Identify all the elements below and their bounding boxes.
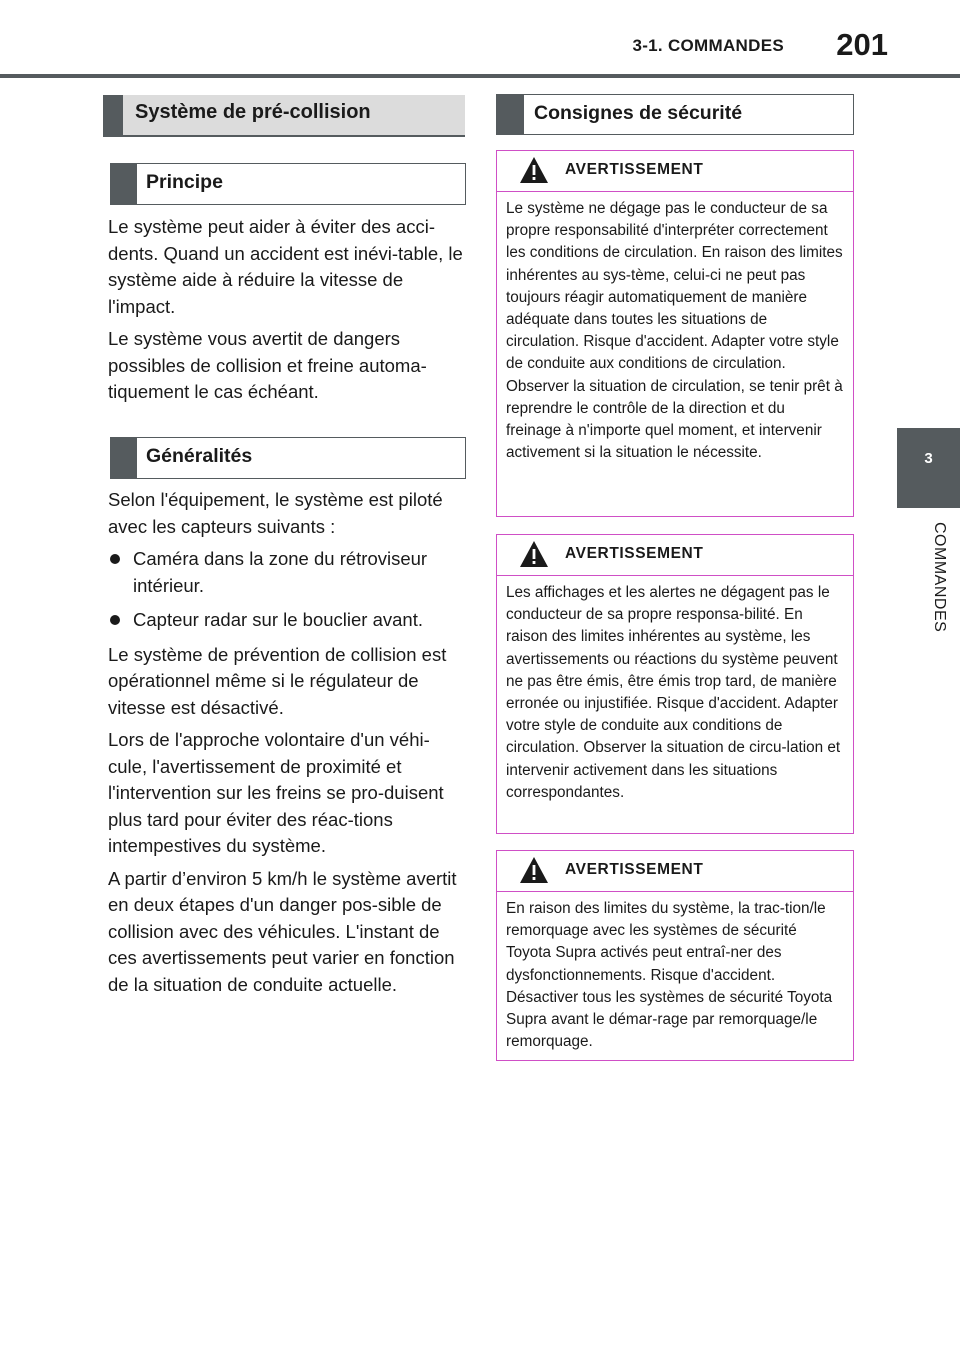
warning-box-3: [496, 850, 854, 1061]
warning-text: Le système ne dégage pas le conducteur de sa propre responsabilité d'interpréter correctement les conditions de circulation. En raison des limites inhérentes au sys-tème, celui-ci ne peut pas toujours réagir automatiquement de manière adéquate dans toutes les situations de circulation. Risque d'accident. Adapter votre style de conduite aux conditions de circulation. Observer la situation de circulation, se tenir prêt à reprendre le contrôle de la direction et du freinage à n'importe quel moment, et intervenir activement si la situation le nécessite.: [506, 200, 843, 462]
warning-title: AVERTISSEMENT: [565, 545, 704, 562]
principe-paragraph-1: Le système peut aider à éviter des acci-dents. Quand un accident est inévi-table, le système aide à réduire la vitesse de l'impact.: [108, 216, 463, 317]
left-column-text: [108, 214, 468, 412]
page-number: 201: [836, 27, 888, 62]
header-section-title: 3-1. COMMANDES: [632, 36, 784, 55]
chapter-tab-label: COMMANDES: [931, 522, 948, 633]
warning-triangle-icon: [519, 540, 549, 568]
warning-text: Les affichages et les alertes ne dégagent pas le conducteur de sa propre responsa-bilité. En raison des limites inhérentes au système, les avertissements ou réactions du système peuvent ne pas être émis, être émis trop tard, de manière erronée ou injustifiée. Risque d'accident. Adapter votre style de conduite aux conditions de circulation. Observer la situation de circu-lation et intervenir activement dans les situations correspondantes.: [506, 584, 841, 801]
warning-header: [497, 851, 853, 892]
warning-title: AVERTISSEMENT: [565, 161, 704, 178]
chapter-tab-number: 3: [924, 450, 933, 467]
main-section-heading-text: Système de pré-collision: [135, 101, 371, 123]
list-item: Capteur radar sur le bouclier avant.: [108, 607, 468, 634]
generalites-text: [108, 487, 468, 1004]
safety-heading: [496, 94, 854, 135]
header-rule: [0, 74, 960, 78]
warning-header: [497, 535, 853, 576]
generalites-heading-text: Généralités: [146, 445, 253, 467]
principe-heading-text: Principe: [146, 171, 223, 193]
sensor-list: [108, 546, 468, 634]
warning-triangle-icon: [519, 856, 549, 884]
warning-header: [497, 151, 853, 192]
list-item: Caméra dans la zone du rétroviseur intérieur.: [108, 546, 468, 599]
main-section-heading: [103, 95, 465, 137]
chapter-tab: [897, 428, 960, 508]
warning-box-1: [496, 150, 854, 517]
generalites-paragraph-2: Lors de l'approche volontaire d'un véhi-cule, l'avertissement de proximité et l'intervention sur les freins se pro-duisent plus tard pour éviter des réac-tions intempestives du système.: [108, 729, 444, 856]
warning-text: En raison des limites du système, la trac-tion/le remorquage avec les systèmes de sécurité Toyota Supra activés peut entraî-ner des dysfonctionnements. Risque d'accident. Désactiver tous les systèmes de sécurité Toyota Supra avant le démar-rage par remorquage/le remorquage.: [506, 900, 833, 1051]
principe-paragraph-2: Le système vous avertit de dangers possibles de collision et freine automa-tiquement le cas échéant.: [108, 328, 427, 402]
page-header: [0, 0, 960, 80]
bullet-icon: [110, 554, 120, 564]
generalites-paragraph-1: Le système de prévention de collision est opérationnel même si le régulateur de vitesse est désactivé.: [108, 643, 447, 718]
principe-heading: [110, 163, 466, 205]
safety-heading-text: Consignes de sécurité: [534, 102, 743, 124]
warning-box-2: [496, 534, 854, 834]
generalites-paragraph-3: A partir d’environ 5 km/h le système avertit en deux étapes d'un danger pos-sible de collision avec des véhicules. L'instant de ces avertissements peut varier en fonction de la situation de conduite actuelle.: [108, 867, 457, 995]
generalites-intro: Selon l'équipement, le système est piloté avec les capteurs suivants :: [108, 489, 443, 537]
generalites-heading: [110, 437, 466, 479]
bullet-icon: [110, 615, 120, 625]
warning-title: AVERTISSEMENT: [565, 861, 704, 878]
warning-triangle-icon: [519, 156, 549, 184]
